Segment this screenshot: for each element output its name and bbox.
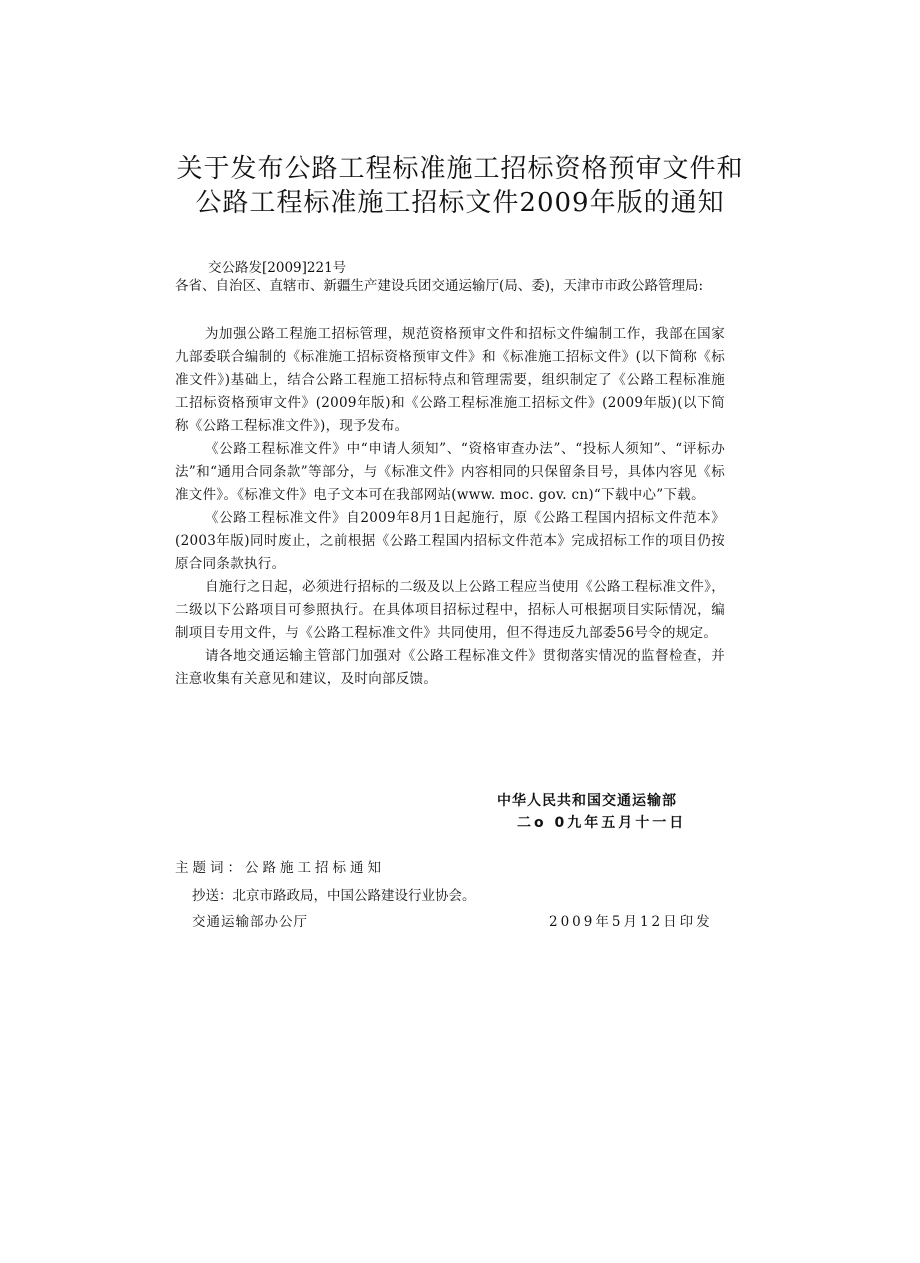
paragraph-4: 自施行之日起，必须进行招标的二级及以上公路工程应当使用《公路工程标准文件》，二级以下公路项目可参照执行。在具体项目招标过程中，招标人可根据项目实际情况，编制项目专用文件，与《公路工程标准文件》共同使用，但不得违反九部委56号令的规定。 xyxy=(175,579,725,641)
document-title-line-2: 公路工程标准施工招标文件2009年版的通知 xyxy=(195,188,725,218)
paragraph-3: 《公路工程标准文件》自2009年8月1日起施行，原《公路工程国内招标文件范本》(2003年版)同时废止，之前根据《公路工程国内招标文件范本》完成招标工作的项目仍按原合同条款执行。 xyxy=(175,510,725,572)
paragraph-1: 为加强公路工程施工招标管理，规范资格预审文件和招标文件编制工作，我部在国家九部委联合编制的《标准施工招标资格预审文件》和《标准施工招标文件》(以下简称《标准文件》)基础上，结合公路工程施工招标特点和管理需要，组织制定了《公路工程标准施工招标资格预审文件》(2009年版)和《公路工程标准施工招标文件》(2009年版)(以下简称《公路工程标准文件》)，现予发布。 xyxy=(175,326,725,434)
cc-list: 抄送：北京市路政局，中国公路建设行业协会。 xyxy=(192,888,476,904)
addressee: 各省、自治区、直辖市、新疆生产建设兵团交通运输厅(局、委)，天津市市政公路管理局: xyxy=(175,278,704,294)
signature-date: 二o 0九年五月十一日 xyxy=(517,815,687,831)
print-date: 2009年5月12日印发 xyxy=(549,914,713,930)
document-number: 交公路发[2009]221号 xyxy=(208,260,347,276)
signature-organization: 中华人民共和国交通运输部 xyxy=(497,793,677,809)
issuing-office: 交通运输部办公厅 xyxy=(192,914,308,930)
document-title-line-1: 关于发布公路工程标准施工招标资格预审文件和 xyxy=(176,154,744,184)
paragraph-5: 请各地交通运输主管部门加强对《公路工程标准文件》贯彻落实情况的监督检查，并注意收集有关意见和建议，及时向部反馈。 xyxy=(175,648,725,687)
paragraph-2: 《公路工程标准文件》中“申请人须知”、“资格审查办法”、“投标人须知”、“评标办法”和“通用合同条款”等部分，与《标准文件》内容相同的只保留条目号，具体内容见《标准文件》。《标准文件》电子文本可在我部网站(www. moc. gov. cn)“下载中心”下载。 xyxy=(175,441,725,503)
subject-keywords: 主题词：公路施工招标通知 xyxy=(175,860,385,876)
document-body xyxy=(175,323,725,691)
